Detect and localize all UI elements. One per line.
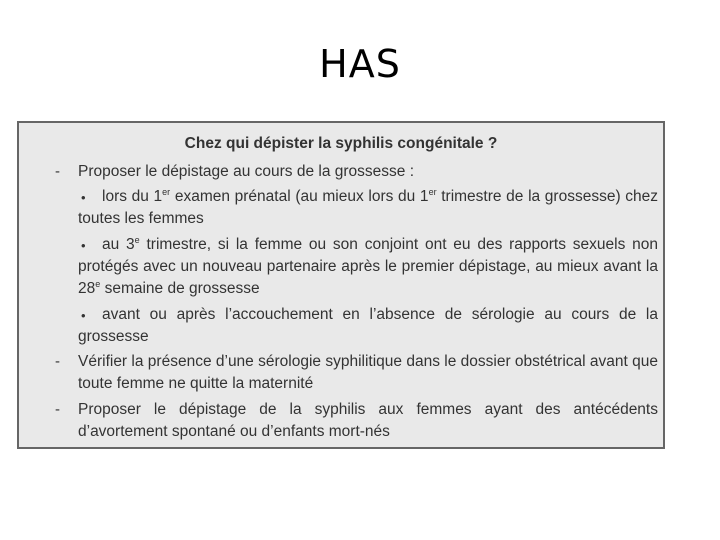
dash-marker: - [55, 163, 60, 180]
bullet-delivery: avant ou après l’accouchement en l’absence de sérologie au cours de la grossesse [78, 306, 658, 345]
bullet-marker: • [81, 308, 86, 323]
list-item-verify-serology: Vérifier la présence d’une sérologie syphilitique dans le dossier obstétrical avant que toute femme ne quitte la maternité [78, 353, 658, 392]
list-item-propose-screening: Proposer le dépistage au cours de la grossesse : [78, 163, 415, 180]
bullet-first-exam: lors du 1er examen prénatal (au mieux lors du 1er trimestre de la grossesse) chez toutes les femmes [78, 186, 659, 227]
document-excerpt-box [17, 121, 665, 449]
bullet-third-trimester: au 3e trimestre, si la femme ou son conjoint ont eu des rapports sexuels non protégés avec un nouveau partenaire après le premier dépistage, au mieux avant la 28e semaine de grossesse [78, 234, 658, 297]
slide-title: HAS [319, 42, 401, 86]
bullet-marker: • [81, 190, 86, 205]
box-heading: Chez qui dépister la syphilis congénitale ? [184, 135, 498, 152]
bullet-marker: • [81, 238, 86, 253]
dash-marker: - [55, 401, 60, 418]
dash-marker: - [55, 353, 60, 370]
list-item-history-screening: Proposer le dépistage de la syphilis aux femmes ayant des antécédents d’avortement spontané ou d’enfants mort-nés [78, 401, 658, 440]
